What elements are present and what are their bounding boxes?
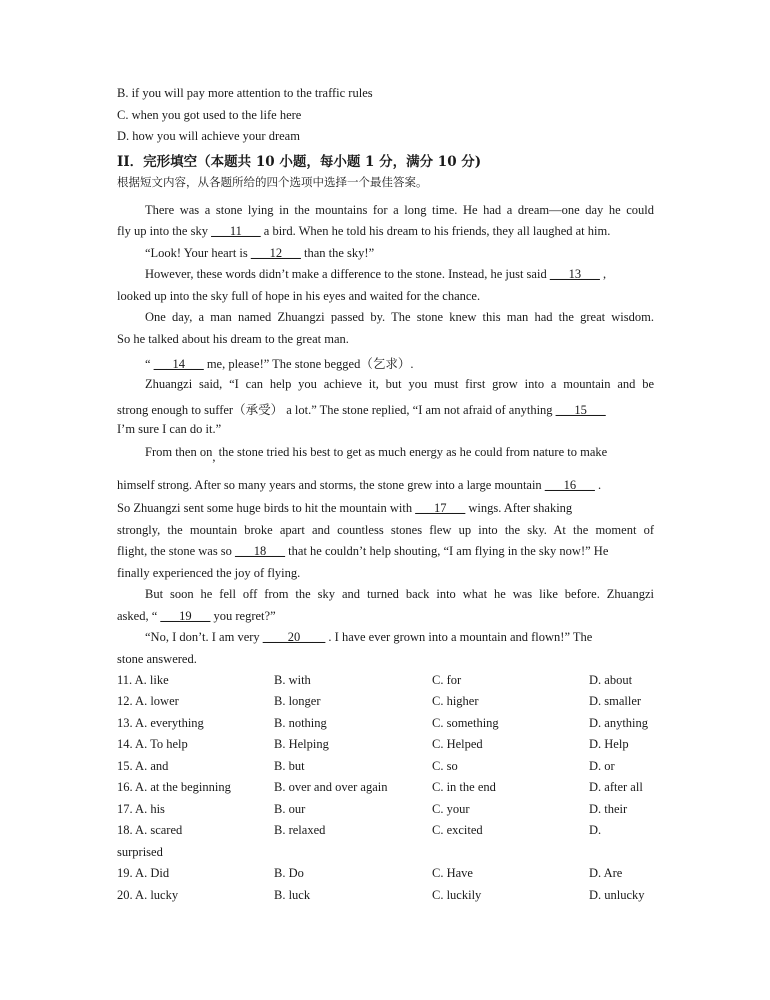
passage-line: However, these words didn’t make a difference to the stone. Instead, he just said ___13___ ,: [145, 267, 607, 281]
option-d: D. anything: [589, 716, 649, 730]
option-a: 11. A. like: [117, 673, 169, 687]
option-a: 16. A. at the beginning: [117, 780, 231, 794]
prev-option-c: C. when you got used to the life here: [117, 108, 302, 122]
option-b: B. our: [274, 802, 306, 816]
passage-line: “No, I don’t. I am very ____20____ . I have ever grown into a mountain and flown!” The: [145, 630, 593, 644]
blank-11: ___11___: [211, 224, 261, 238]
option-c: C. your: [432, 802, 470, 816]
option-b: B. over and over again: [274, 780, 388, 794]
blank-14: ___14___: [153, 357, 204, 371]
blank-15: ___15___: [555, 403, 606, 417]
option-a: 14. A. To help: [117, 737, 188, 751]
passage-line: Zhuangzi said, “I can help you achieve it, but you must first grow into a mountain and be: [145, 377, 654, 391]
option-a: 18. A. scared: [117, 823, 183, 837]
option-row-12: [117, 694, 677, 710]
prev-option-d: D. how you will achieve your dream: [117, 129, 300, 143]
passage-line: There was a stone lying in the mountains for a long time. He had a dream—one day he could: [145, 203, 654, 217]
blank-13: ___13___: [549, 267, 600, 281]
option-c: C. so: [432, 759, 458, 773]
option-d: D. Help: [589, 737, 629, 751]
passage-line: From then on, the stone tried his best to get as much energy as he could from nature to make: [145, 445, 608, 464]
option-a: 20. A. lucky: [117, 888, 179, 902]
passage-line: asked, “ ___19___ you regret?”: [117, 609, 276, 623]
passage-line: stone answered.: [117, 652, 197, 666]
blank-18: ___18___: [235, 544, 286, 558]
passage-line: flight, the stone was so ___18___ that he couldn’t help shouting, “I am flying in the sky now!” He: [117, 544, 609, 558]
option-a: 13. A. everything: [117, 716, 204, 730]
option-b: B. relaxed: [274, 823, 326, 837]
passage-line: strong enough to suffer（承受） a lot.” The stone replied, “I am not afraid of anything ___15___: [117, 403, 606, 417]
option-a: 12. A. lower: [117, 694, 179, 708]
passage-line: “ ___14___ me, please!” The stone begged（乞求）.: [145, 357, 414, 371]
option-row-20: [117, 888, 677, 904]
option-row-11: [117, 673, 677, 689]
section-heading: II．完形填空（本题共 10 小题，每小题 1 分，满分 10 分): [117, 154, 482, 170]
passage-line: One day, a man named Zhuangzi passed by. The stone knew this man had the great wisdom.: [145, 310, 654, 324]
blank-19: ___19___: [160, 609, 211, 623]
option-d: D. after all: [589, 780, 643, 794]
option-row-16: [117, 780, 677, 796]
passage-line: So he talked about his dream to the great man.: [117, 332, 349, 346]
option-b: B. nothing: [274, 716, 327, 730]
prev-option-b: B. if you will pay more attention to the traffic rules: [117, 86, 373, 100]
option-c: C. excited: [432, 823, 483, 837]
blank-12: ___12___: [250, 246, 301, 260]
passage-line: So Zhuangzi sent some huge birds to hit the mountain with ___17___ wings. After shaking: [117, 501, 573, 515]
blank-16: ___16___: [544, 478, 595, 492]
option-18-wrap: surprised: [117, 845, 163, 859]
section-instruction: 根据短文内容，从各题所给的四个选项中选择一个最佳答案。: [117, 175, 428, 189]
option-d: D. Are: [589, 866, 623, 880]
option-a: 15. A. and: [117, 759, 169, 773]
option-a: 19. A. Did: [117, 866, 170, 880]
option-row-19: [117, 866, 677, 882]
passage-line: fly up into the sky ___11___ a bird. When he told his dream to his friends, they all laughed at him.: [117, 224, 611, 238]
option-b: B. but: [274, 759, 305, 773]
blank-20: ____20____: [262, 630, 326, 644]
option-row-18: [117, 823, 677, 839]
option-b: B. Helping: [274, 737, 329, 751]
option-b: B. with: [274, 673, 311, 687]
option-row-15: [117, 759, 677, 775]
option-d: D. unlucky: [589, 888, 645, 902]
option-d: D. or: [589, 759, 615, 773]
passage-line: strongly, the mountain broke apart and countless stones flew up into the sky. At the moment of: [117, 523, 654, 537]
passage-line: finally experienced the joy of flying.: [117, 566, 301, 580]
option-d: D. about: [589, 673, 633, 687]
option-a: 17. A. his: [117, 802, 165, 816]
option-b: B. Do: [274, 866, 304, 880]
option-c: C. something: [432, 716, 499, 730]
passage-line: But soon he fell off from the sky and turned back into what he was like before. Zhuangzi: [145, 587, 654, 601]
option-c: C. Helped: [432, 737, 483, 751]
option-b: B. longer: [274, 694, 321, 708]
option-d: D. their: [589, 802, 628, 816]
option-d: D.: [589, 823, 602, 837]
option-c: C. Have: [432, 866, 473, 880]
option-c: C. higher: [432, 694, 479, 708]
option-b: B. luck: [274, 888, 311, 902]
option-c: C. luckily: [432, 888, 482, 902]
passage-line: “Look! Your heart is ___12___ than the sky!”: [145, 246, 375, 260]
option-c: C. for: [432, 673, 462, 687]
option-d: D. smaller: [589, 694, 642, 708]
passage-line: I’m sure I can do it.”: [117, 422, 222, 436]
option-row-13: [117, 716, 677, 732]
blank-17: ___17___: [415, 501, 466, 515]
option-row-14: [117, 737, 677, 753]
passage-line: looked up into the sky full of hope in his eyes and waited for the chance.: [117, 289, 481, 303]
option-row-17: [117, 802, 677, 818]
option-c: C. in the end: [432, 780, 496, 794]
passage-line: himself strong. After so many years and storms, the stone grew into a large mountain ___16___ .: [117, 478, 602, 492]
